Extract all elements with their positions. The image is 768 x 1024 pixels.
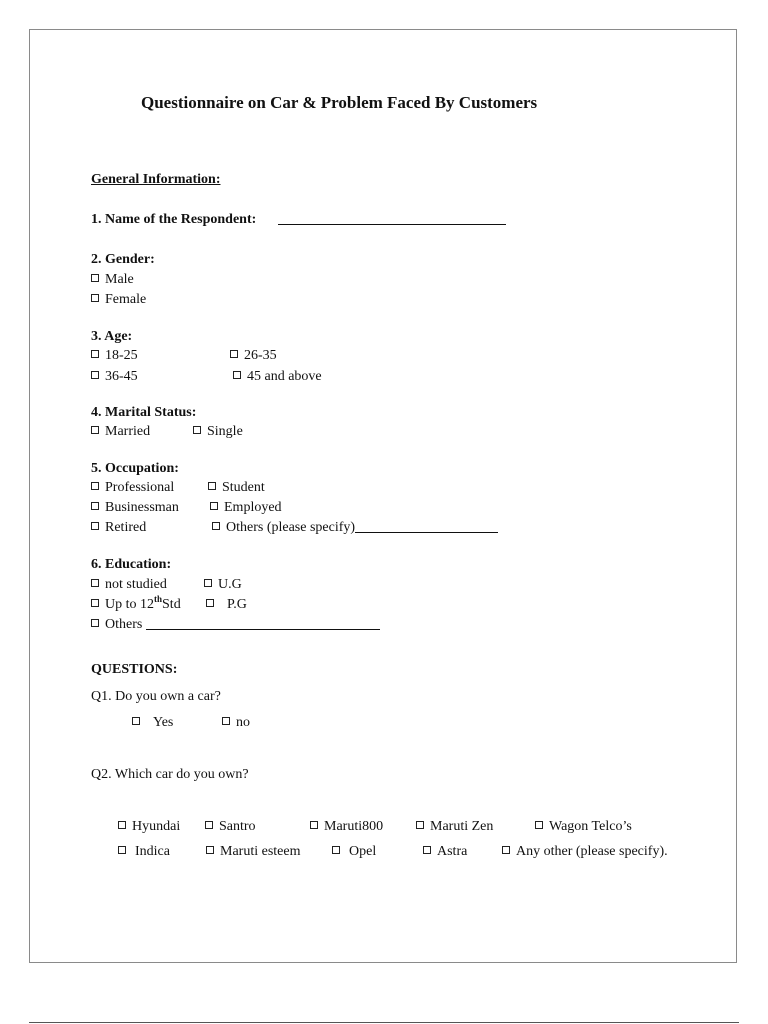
q2-option-astra[interactable]: Astra <box>423 844 467 860</box>
checkbox-icon[interactable] <box>91 371 99 379</box>
general-information-heading: General Information: <box>91 172 221 187</box>
checkbox-icon[interactable] <box>91 274 99 282</box>
occupation-option-businessman[interactable]: Businessman <box>91 500 179 516</box>
occupation-option-professional[interactable]: Professional <box>91 480 174 496</box>
name-answer-line[interactable] <box>278 212 506 228</box>
checkbox-icon[interactable] <box>222 717 230 725</box>
age-option-36-45[interactable]: 36-45 <box>91 369 138 385</box>
education-others-line[interactable] <box>146 617 380 630</box>
marital-option-married[interactable]: Married <box>91 424 150 440</box>
checkbox-icon[interactable] <box>118 821 126 829</box>
q2-option-opel[interactable]: Opel <box>332 844 376 860</box>
next-page-divider <box>29 1022 739 1023</box>
q2-option-maruti-zen[interactable]: Maruti Zen <box>416 819 493 835</box>
q2-option-maruti-esteem[interactable]: Maruti esteem <box>206 844 300 860</box>
education-option-up-to-12th[interactable]: Up to 12thStd <box>91 597 181 613</box>
checkbox-icon[interactable] <box>204 579 212 587</box>
page-title: Questionnaire on Car & Problem Faced By Customers <box>141 93 538 112</box>
checkbox-icon[interactable] <box>91 426 99 434</box>
checkbox-icon[interactable] <box>91 502 99 510</box>
age-question-label: 3. Age: <box>91 329 133 344</box>
checkbox-icon[interactable] <box>416 821 424 829</box>
questions-heading: QUESTIONS: <box>91 662 178 677</box>
checkbox-icon[interactable] <box>210 502 218 510</box>
age-option-26-35[interactable]: 26-35 <box>230 348 277 364</box>
q1-text: Q1. Do you own a car? <box>91 689 221 704</box>
q1-option-yes[interactable]: Yes <box>132 715 173 731</box>
checkbox-icon[interactable] <box>233 371 241 379</box>
gender-question-label: 2. Gender: <box>91 252 155 267</box>
marital-option-single[interactable]: Single <box>193 424 243 440</box>
checkbox-icon[interactable] <box>205 821 213 829</box>
checkbox-icon[interactable] <box>118 846 126 854</box>
document-page <box>29 29 737 963</box>
q2-text: Q2. Which car do you own? <box>91 767 249 782</box>
education-option-ug[interactable]: U.G <box>204 577 242 593</box>
q2-option-wagon-telcos[interactable]: Wagon Telco’s <box>535 819 632 835</box>
checkbox-icon[interactable] <box>212 522 220 530</box>
occupation-option-others[interactable]: Others (please specify) <box>212 520 498 536</box>
checkbox-icon[interactable] <box>132 717 140 725</box>
checkbox-icon[interactable] <box>91 482 99 490</box>
occupation-others-line[interactable] <box>355 520 498 533</box>
occupation-option-retired[interactable]: Retired <box>91 520 146 536</box>
q2-option-maruti800[interactable]: Maruti800 <box>310 819 383 835</box>
age-option-45-above[interactable]: 45 and above <box>233 369 322 385</box>
education-option-not-studied[interactable]: not studied <box>91 577 167 593</box>
occupation-option-employed[interactable]: Employed <box>210 500 282 516</box>
gender-option-female[interactable]: Female <box>91 292 146 308</box>
name-question-label: 1. Name of the Respondent: <box>91 212 257 227</box>
q2-option-any-other[interactable]: Any other (please specify). <box>502 844 668 860</box>
checkbox-icon[interactable] <box>423 846 431 854</box>
checkbox-icon[interactable] <box>91 579 99 587</box>
checkbox-icon[interactable] <box>502 846 510 854</box>
checkbox-icon[interactable] <box>310 821 318 829</box>
checkbox-icon[interactable] <box>91 294 99 302</box>
marital-question-label: 4. Marital Status: <box>91 405 197 420</box>
education-option-others[interactable]: Others <box>91 617 380 633</box>
education-option-pg[interactable]: P.G <box>206 597 247 613</box>
checkbox-icon[interactable] <box>230 350 238 358</box>
checkbox-icon[interactable] <box>91 619 99 627</box>
q2-option-santro[interactable]: Santro <box>205 819 256 835</box>
checkbox-icon[interactable] <box>91 599 99 607</box>
q2-option-indica[interactable]: Indica <box>118 844 170 860</box>
checkbox-icon[interactable] <box>206 846 214 854</box>
checkbox-icon[interactable] <box>206 599 214 607</box>
checkbox-icon[interactable] <box>332 846 340 854</box>
education-question-label: 6. Education: <box>91 557 172 572</box>
q2-option-hyundai[interactable]: Hyundai <box>118 819 180 835</box>
occupation-question-label: 5. Occupation: <box>91 461 179 476</box>
q1-option-no[interactable]: no <box>222 715 250 731</box>
gender-option-male[interactable]: Male <box>91 272 134 288</box>
checkbox-icon[interactable] <box>91 350 99 358</box>
checkbox-icon[interactable] <box>91 522 99 530</box>
checkbox-icon[interactable] <box>193 426 201 434</box>
checkbox-icon[interactable] <box>535 821 543 829</box>
occupation-option-student[interactable]: Student <box>208 480 265 496</box>
age-option-18-25[interactable]: 18-25 <box>91 348 138 364</box>
checkbox-icon[interactable] <box>208 482 216 490</box>
